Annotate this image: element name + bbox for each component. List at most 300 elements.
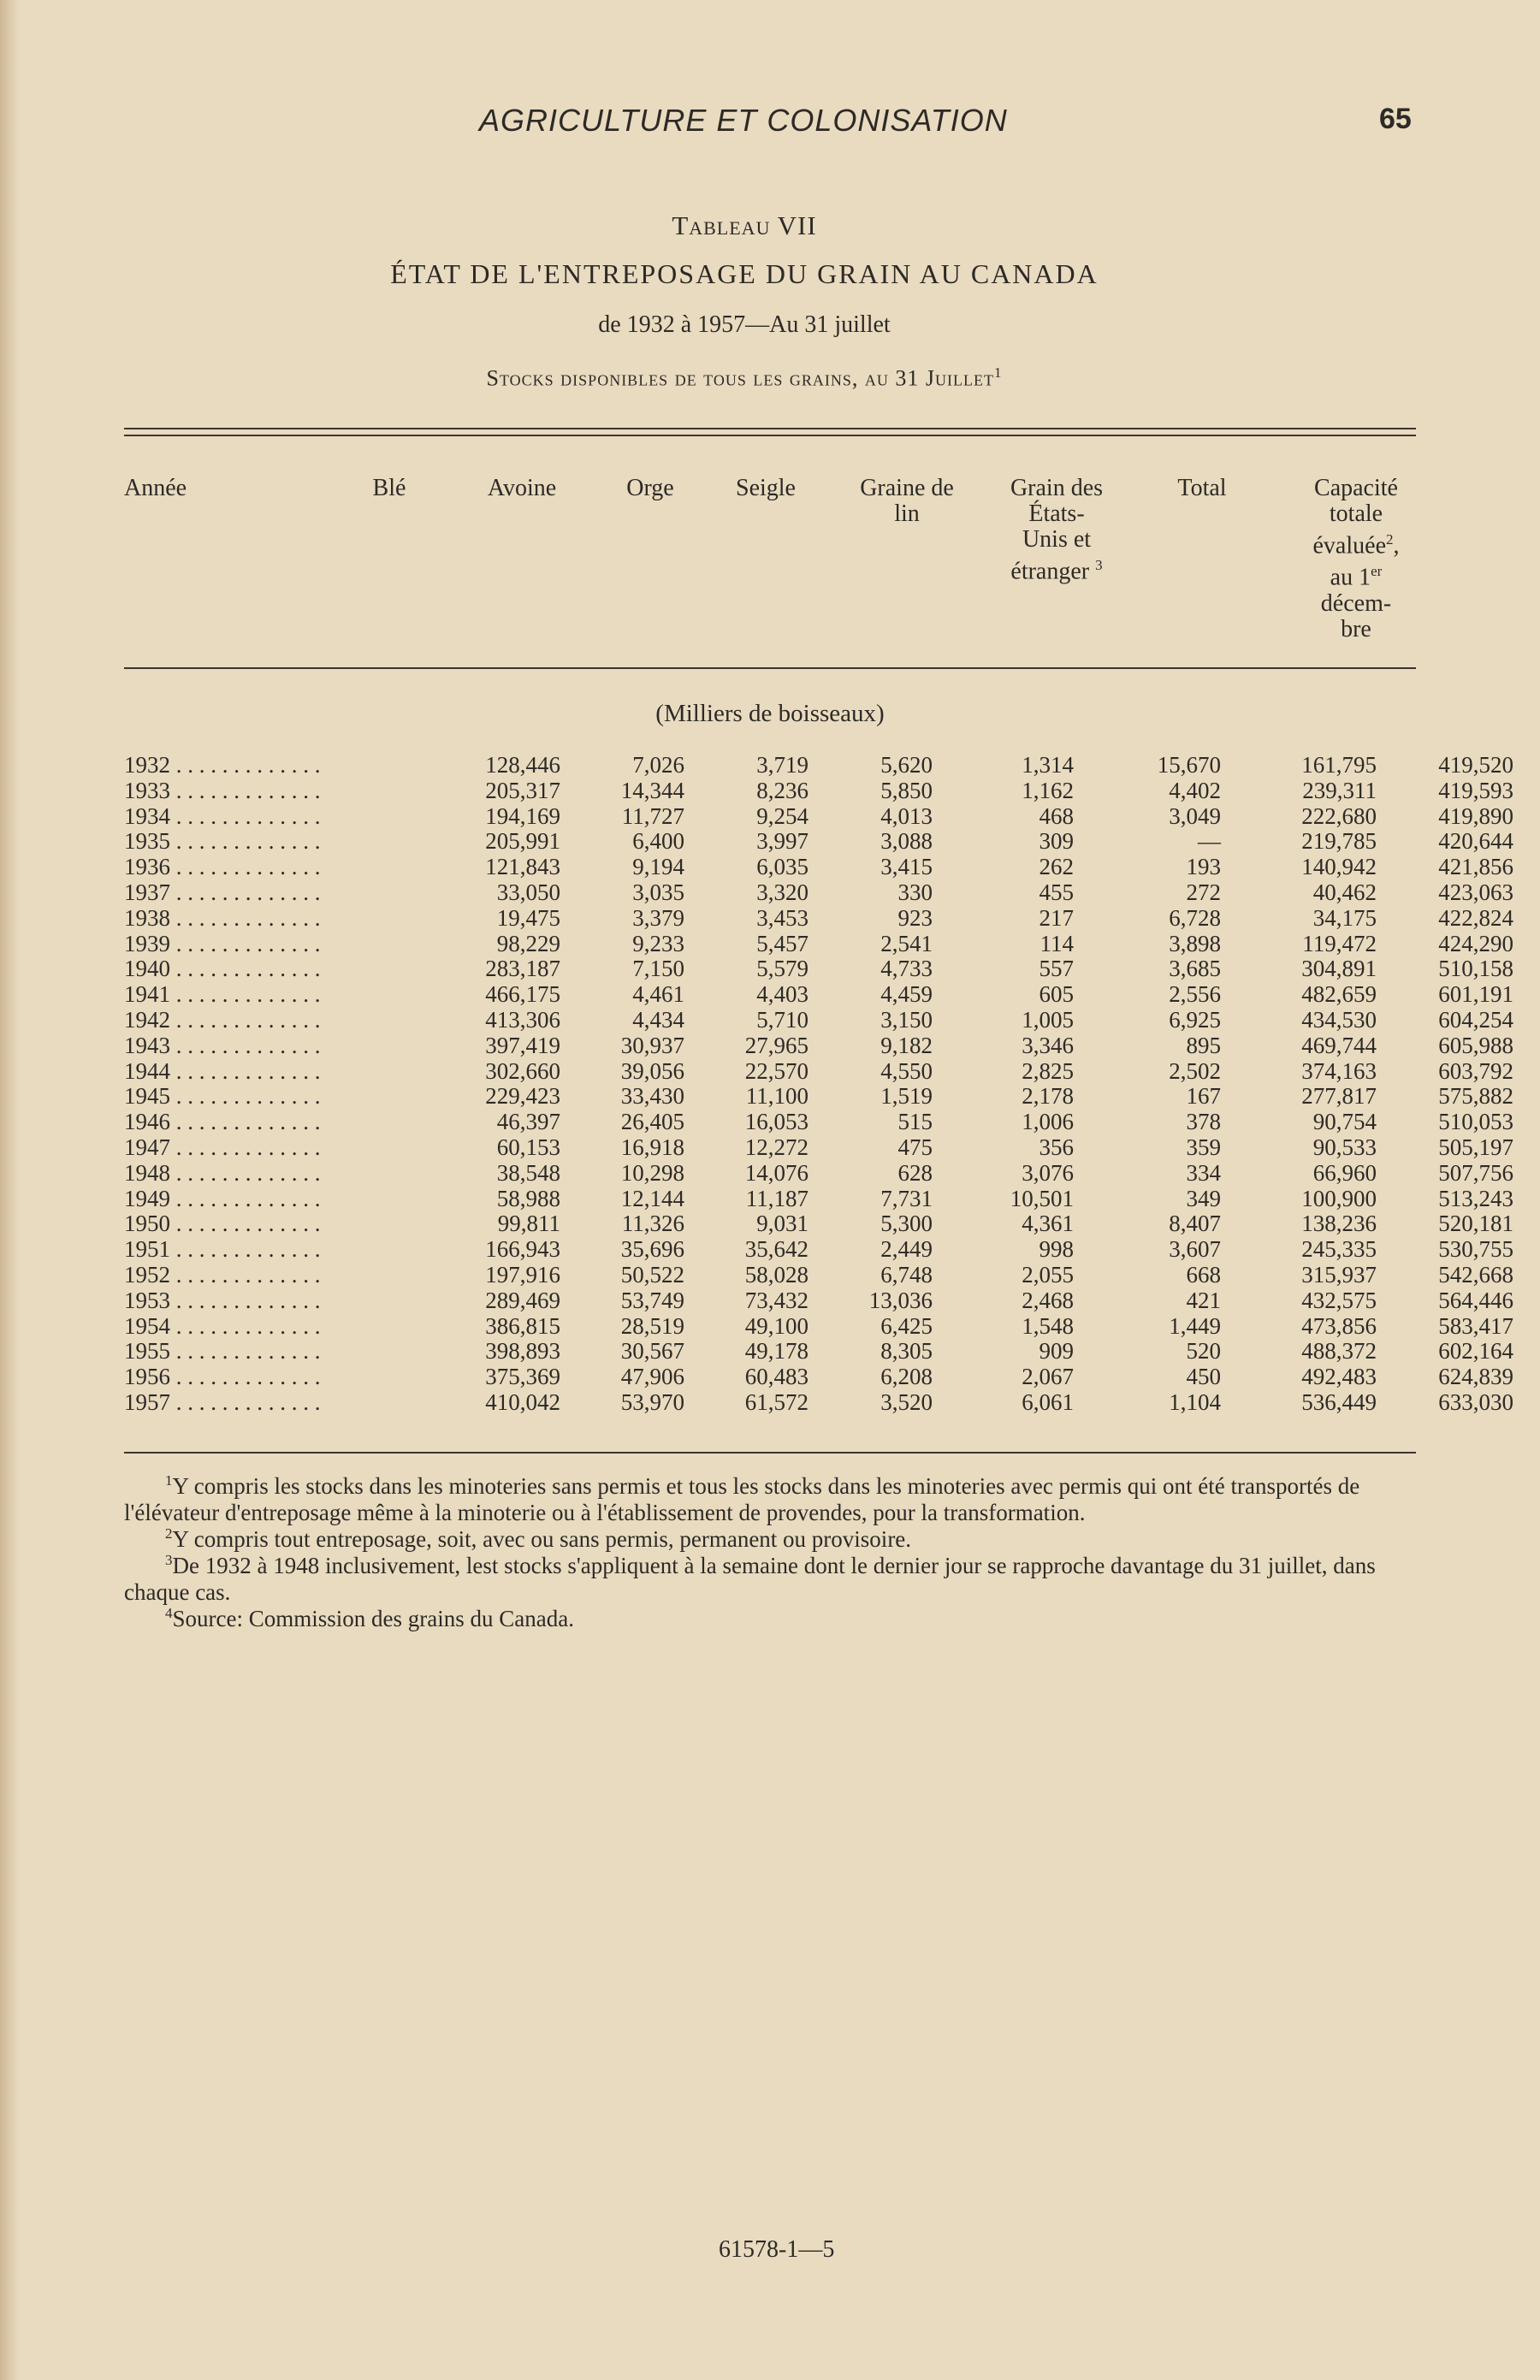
total-cell: 469,744 bbox=[1301, 1032, 1377, 1058]
table-row bbox=[124, 828, 1513, 855]
col-header-etranger-line3: Unis et bbox=[1022, 526, 1092, 553]
total-cell: 245,335 bbox=[1301, 1236, 1377, 1263]
orge-cell: 4,403 bbox=[756, 981, 808, 1008]
ble-cell: 397,419 bbox=[485, 1032, 560, 1058]
footnote-4-text: Source: Commission des grains du Canada. bbox=[172, 1606, 574, 1631]
col-header-capacite-line4-text: au 1 bbox=[1330, 564, 1371, 591]
etranger-cell: 193 bbox=[1186, 854, 1221, 880]
orge-cell: 60,483 bbox=[744, 1364, 808, 1390]
ble-cell: 229,423 bbox=[485, 1083, 560, 1110]
etranger-cell: 3,607 bbox=[1169, 1236, 1221, 1263]
seigle-cell: 4,550 bbox=[880, 1057, 933, 1084]
footnote-4-mark: 4 bbox=[165, 1605, 173, 1621]
capacite-cell: 510,158 bbox=[1438, 956, 1513, 982]
lin-cell: 1,314 bbox=[1022, 752, 1074, 778]
etranger-cell: 421 bbox=[1186, 1287, 1221, 1313]
capacite-cell: 421,856 bbox=[1438, 854, 1513, 880]
etranger-cell: 167 bbox=[1186, 1083, 1221, 1110]
table-row bbox=[124, 1083, 1513, 1110]
total-cell: 161,795 bbox=[1301, 752, 1377, 778]
year-cell: 1951 . . . bbox=[124, 1237, 321, 1263]
year-cell: 1950 . . . bbox=[124, 1211, 321, 1237]
year-cell: 1940 . . . bbox=[124, 956, 321, 982]
col-header-total: Total bbox=[1177, 475, 1227, 501]
seigle-cell: 515 bbox=[897, 1109, 933, 1135]
seigle-cell: 6,748 bbox=[880, 1261, 933, 1288]
col-header-lin-line2: lin bbox=[894, 500, 920, 527]
etranger-cell: 4,402 bbox=[1169, 777, 1221, 803]
col-header-capacite-mark: 2 bbox=[1386, 531, 1394, 548]
table-row bbox=[124, 1159, 1513, 1187]
capacite-cell: 507,756 bbox=[1438, 1159, 1513, 1186]
etranger-cell: — bbox=[1198, 828, 1221, 855]
avoine-cell: 9,194 bbox=[632, 854, 684, 880]
total-cell: 374,163 bbox=[1301, 1057, 1377, 1084]
avoine-cell: 3,379 bbox=[632, 904, 684, 931]
seigle-cell: 2,449 bbox=[880, 1236, 933, 1263]
capacite-cell: 419,593 bbox=[1438, 777, 1513, 803]
avoine-cell: 9,233 bbox=[632, 930, 684, 956]
ble-cell: 194,169 bbox=[485, 802, 560, 829]
orge-cell: 11,100 bbox=[745, 1083, 808, 1110]
seigle-cell: 9,182 bbox=[880, 1032, 933, 1058]
ble-cell: 466,175 bbox=[485, 981, 560, 1008]
lin-cell: 114 bbox=[1040, 930, 1074, 956]
orge-cell: 8,236 bbox=[756, 777, 808, 803]
capacite-cell: 520,181 bbox=[1438, 1211, 1513, 1237]
avoine-cell: 50,522 bbox=[620, 1261, 684, 1288]
total-cell: 492,483 bbox=[1301, 1364, 1377, 1390]
seigle-cell: 628 bbox=[897, 1159, 933, 1186]
total-cell: 119,472 bbox=[1302, 930, 1377, 956]
col-header-capacite-line6: bre bbox=[1341, 615, 1371, 642]
capacite-cell: 602,164 bbox=[1438, 1338, 1513, 1365]
ble-cell: 205,317 bbox=[485, 777, 560, 803]
col-header-capacite-line4-sup: er bbox=[1371, 563, 1383, 580]
etranger-cell: 2,502 bbox=[1169, 1057, 1221, 1084]
ble-cell: 19,475 bbox=[496, 904, 560, 931]
lin-cell: 468 bbox=[1039, 802, 1074, 829]
year-cell: 1957 . . . bbox=[124, 1390, 321, 1416]
avoine-cell: 10,298 bbox=[620, 1159, 684, 1186]
col-header-capacite-line2: totale bbox=[1329, 500, 1383, 527]
ble-cell: 398,893 bbox=[485, 1338, 560, 1365]
avoine-cell: 28,519 bbox=[620, 1312, 684, 1339]
table-row bbox=[124, 777, 1513, 804]
seigle-cell: 4,733 bbox=[880, 956, 933, 982]
seigle-cell: 3,520 bbox=[880, 1388, 933, 1415]
orge-cell: 9,031 bbox=[756, 1211, 808, 1237]
orge-cell: 3,997 bbox=[756, 828, 808, 855]
avoine-cell: 30,567 bbox=[620, 1338, 684, 1365]
year-cell: 1932 . . . bbox=[124, 753, 321, 779]
table-row bbox=[124, 956, 1513, 982]
table-row bbox=[124, 802, 1513, 830]
footnote-3-mark: 3 bbox=[165, 1552, 173, 1568]
total-cell: 219,785 bbox=[1301, 828, 1377, 855]
year-cell: 1941 . . . bbox=[124, 982, 321, 1008]
total-cell: 434,530 bbox=[1301, 1006, 1377, 1033]
lin-cell: 557 bbox=[1039, 956, 1074, 982]
table-unit-label: (Milliers de boisseaux) bbox=[655, 700, 885, 727]
avoine-cell: 12,144 bbox=[620, 1185, 684, 1211]
col-header-capacite-line1: Capacité bbox=[1314, 475, 1398, 501]
table-row bbox=[124, 1211, 1513, 1237]
capacite-cell: 510,053 bbox=[1438, 1109, 1513, 1135]
capacite-cell: 624,839 bbox=[1438, 1364, 1513, 1390]
table-row bbox=[124, 1006, 1513, 1033]
year-cell: 1952 . . . bbox=[124, 1263, 321, 1288]
total-cell: 488,372 bbox=[1301, 1338, 1377, 1365]
capacite-cell: 419,890 bbox=[1438, 802, 1513, 829]
ble-cell: 413,306 bbox=[485, 1006, 560, 1033]
seigle-cell: 330 bbox=[897, 879, 933, 905]
total-cell: 473,856 bbox=[1301, 1312, 1377, 1339]
orge-cell: 5,579 bbox=[756, 956, 808, 982]
etranger-cell: 668 bbox=[1186, 1261, 1221, 1288]
orge-cell: 5,457 bbox=[756, 930, 808, 956]
capacite-cell: 423,063 bbox=[1438, 879, 1513, 905]
col-header-capacite-line3-text: évaluée bbox=[1312, 532, 1386, 559]
year-cell: 1955 . . . bbox=[124, 1339, 321, 1365]
col-header-etranger bbox=[984, 476, 1129, 584]
seigle-cell: 13,036 bbox=[868, 1287, 933, 1313]
footnote-2-mark: 2 bbox=[165, 1525, 173, 1542]
table-row bbox=[124, 854, 1513, 880]
avoine-cell: 6,400 bbox=[632, 828, 684, 855]
seigle-cell: 3,415 bbox=[880, 854, 933, 880]
col-header-capacite-line3 bbox=[1283, 527, 1429, 559]
lin-cell: 2,468 bbox=[1022, 1287, 1074, 1313]
table-bottom-rule bbox=[124, 1452, 1416, 1453]
year-cell: 1946 . . . bbox=[124, 1110, 321, 1135]
ble-cell: 60,153 bbox=[496, 1134, 560, 1160]
lin-cell: 1,162 bbox=[1022, 777, 1074, 803]
total-cell: 277,817 bbox=[1301, 1083, 1377, 1110]
table-row bbox=[124, 1057, 1513, 1085]
col-header-etranger-line2: États- bbox=[1028, 500, 1085, 527]
lin-cell: 2,055 bbox=[1022, 1261, 1074, 1288]
table-row bbox=[124, 981, 1513, 1008]
table-row bbox=[124, 752, 1513, 779]
capacite-cell: 603,792 bbox=[1438, 1057, 1513, 1084]
table-subtitle: de 1932 à 1957—Au 31 juillet bbox=[598, 311, 891, 338]
ble-cell: 99,811 bbox=[497, 1211, 560, 1237]
orge-cell: 5,710 bbox=[756, 1006, 808, 1033]
total-cell: 140,942 bbox=[1301, 854, 1377, 880]
table-row bbox=[124, 1261, 1513, 1288]
year-cell: 1953 . . . bbox=[124, 1288, 321, 1314]
total-cell: 222,680 bbox=[1301, 802, 1377, 829]
page-number: 65 bbox=[1379, 103, 1412, 135]
col-header-lin-line1: Graine de bbox=[860, 475, 954, 501]
table-row bbox=[124, 904, 1513, 932]
orge-cell: 16,053 bbox=[744, 1109, 808, 1135]
col-header-avoine: Avoine bbox=[487, 475, 557, 501]
orge-cell: 12,272 bbox=[744, 1134, 808, 1160]
avoine-cell: 11,727 bbox=[621, 802, 684, 829]
capacite-cell: 420,644 bbox=[1438, 828, 1513, 855]
ble-cell: 128,446 bbox=[485, 752, 560, 778]
col-header-seigle: Seigle bbox=[736, 475, 796, 501]
avoine-cell: 30,937 bbox=[620, 1032, 684, 1058]
year-cell: 1948 . . . bbox=[124, 1161, 321, 1187]
header-bottom-rule bbox=[124, 667, 1416, 669]
orge-cell: 22,570 bbox=[744, 1057, 808, 1084]
avoine-cell: 7,026 bbox=[632, 752, 684, 778]
seigle-cell: 3,150 bbox=[880, 1006, 933, 1033]
orge-cell: 3,719 bbox=[756, 752, 808, 778]
lin-cell: 3,346 bbox=[1022, 1032, 1074, 1058]
capacite-cell: 583,417 bbox=[1438, 1312, 1513, 1339]
lin-cell: 10,501 bbox=[1010, 1185, 1074, 1211]
capacite-cell: 530,755 bbox=[1438, 1236, 1513, 1263]
col-header-capacite-comma: , bbox=[1393, 532, 1400, 559]
lin-cell: 1,548 bbox=[1022, 1312, 1074, 1339]
lin-cell: 262 bbox=[1039, 854, 1074, 880]
year-cell: 1938 . . . bbox=[124, 906, 321, 932]
etranger-cell: 6,925 bbox=[1169, 1006, 1221, 1033]
col-header-capacite bbox=[1283, 476, 1429, 642]
seigle-cell: 6,425 bbox=[880, 1312, 933, 1339]
seigle-cell: 5,850 bbox=[880, 777, 933, 803]
etranger-cell: 6,728 bbox=[1169, 904, 1221, 931]
seigle-cell: 1,519 bbox=[880, 1083, 933, 1110]
year-cell: 1936 . . . bbox=[124, 855, 321, 880]
etranger-cell: 450 bbox=[1186, 1364, 1221, 1390]
avoine-cell: 14,344 bbox=[620, 777, 684, 803]
year-cell: 1944 . . . bbox=[124, 1059, 321, 1085]
orge-cell: 61,572 bbox=[744, 1388, 808, 1415]
ble-cell: 375,369 bbox=[485, 1364, 560, 1390]
lin-cell: 909 bbox=[1039, 1338, 1074, 1365]
col-header-orge: Orge bbox=[626, 475, 674, 501]
table-row bbox=[124, 930, 1513, 957]
lin-cell: 2,178 bbox=[1022, 1083, 1074, 1110]
table-row bbox=[124, 1287, 1513, 1314]
ble-cell: 205,991 bbox=[485, 828, 560, 855]
footnote-1-text: Y compris les stocks dans les minoteries sans permis et tous les stocks dans les minoteries avec permis qui ont été transportés de l'élévateur d'entreposage même à la minoterie ou à l'établissement de provendes, pour la transformation. bbox=[124, 1473, 1360, 1525]
col-header-etranger-line4 bbox=[984, 553, 1129, 584]
seigle-cell: 475 bbox=[897, 1134, 933, 1160]
avoine-cell: 53,749 bbox=[620, 1287, 684, 1313]
table-title: ÉTAT DE L'ENTREPOSAGE DU GRAIN AU CANADA bbox=[390, 258, 1099, 289]
ble-cell: 386,815 bbox=[485, 1312, 560, 1339]
capacite-cell: 605,988 bbox=[1438, 1032, 1513, 1058]
total-cell: 138,236 bbox=[1301, 1211, 1377, 1237]
table-row bbox=[124, 1364, 1513, 1390]
capacite-cell: 419,520 bbox=[1438, 752, 1513, 778]
total-cell: 536,449 bbox=[1301, 1388, 1377, 1415]
year-cell: 1949 . . . bbox=[124, 1187, 321, 1212]
etranger-cell: 272 bbox=[1186, 879, 1221, 905]
footnote-1-mark: 1 bbox=[165, 1472, 173, 1489]
col-header-etranger-line1: Grain des bbox=[1010, 475, 1104, 501]
orge-cell: 3,320 bbox=[756, 879, 808, 905]
footnote-1 bbox=[124, 1473, 1433, 1526]
table-row bbox=[124, 879, 1513, 906]
page-binding-edge bbox=[0, 0, 19, 2380]
avoine-cell: 11,326 bbox=[621, 1211, 684, 1237]
lin-cell: 309 bbox=[1039, 828, 1074, 855]
lin-cell: 1,006 bbox=[1022, 1109, 1074, 1135]
capacite-cell: 542,668 bbox=[1438, 1261, 1513, 1288]
etranger-cell: 349 bbox=[1186, 1185, 1221, 1211]
col-header-ble: Blé bbox=[372, 475, 406, 501]
total-cell: 90,533 bbox=[1312, 1134, 1377, 1160]
seigle-cell: 5,620 bbox=[880, 752, 933, 778]
capacite-cell: 601,191 bbox=[1438, 981, 1513, 1008]
year-cell: 1945 . . . bbox=[124, 1084, 321, 1110]
orge-cell: 6,035 bbox=[756, 854, 808, 880]
capacite-cell: 422,824 bbox=[1438, 904, 1513, 931]
seigle-cell: 7,731 bbox=[880, 1185, 933, 1211]
lin-cell: 998 bbox=[1039, 1236, 1074, 1263]
print-code: 61578-1—5 bbox=[719, 2236, 835, 2263]
ble-cell: 283,187 bbox=[485, 956, 560, 982]
total-cell: 315,937 bbox=[1301, 1261, 1377, 1288]
etranger-cell: 3,049 bbox=[1169, 802, 1221, 829]
avoine-cell: 39,056 bbox=[620, 1057, 684, 1084]
footnote-2 bbox=[124, 1526, 1433, 1553]
avoine-cell: 47,906 bbox=[620, 1364, 684, 1390]
ble-cell: 121,843 bbox=[485, 854, 560, 880]
year-cell: 1956 . . . bbox=[124, 1365, 321, 1390]
table-row bbox=[124, 1236, 1513, 1263]
etranger-cell: 1,449 bbox=[1169, 1312, 1221, 1339]
lin-cell: 1,005 bbox=[1022, 1006, 1074, 1033]
capacite-cell: 564,446 bbox=[1438, 1287, 1513, 1313]
orge-cell: 73,432 bbox=[744, 1287, 808, 1313]
ble-cell: 197,916 bbox=[485, 1261, 560, 1288]
avoine-cell: 16,918 bbox=[620, 1134, 684, 1160]
seigle-cell: 6,208 bbox=[880, 1364, 933, 1390]
total-cell: 432,575 bbox=[1301, 1287, 1377, 1313]
total-cell: 239,311 bbox=[1302, 777, 1377, 803]
seigle-cell: 923 bbox=[897, 904, 933, 931]
table-row bbox=[124, 1185, 1513, 1212]
table-top-rule-double bbox=[124, 435, 1416, 436]
ble-cell: 98,229 bbox=[496, 930, 560, 956]
etranger-cell: 3,898 bbox=[1169, 930, 1221, 956]
avoine-cell: 53,970 bbox=[620, 1388, 684, 1415]
total-cell: 100,900 bbox=[1301, 1185, 1377, 1211]
orge-cell: 3,453 bbox=[756, 904, 808, 931]
total-cell: 40,462 bbox=[1312, 879, 1377, 905]
avoine-cell: 7,150 bbox=[632, 956, 684, 982]
avoine-cell: 35,696 bbox=[620, 1236, 684, 1263]
orge-cell: 9,254 bbox=[756, 802, 808, 829]
table-caption bbox=[257, 364, 1232, 392]
table-label: Tableau VII bbox=[672, 210, 817, 240]
year-cell: 1933 . . . bbox=[124, 779, 321, 804]
avoine-cell: 26,405 bbox=[620, 1109, 684, 1135]
col-header-lin bbox=[834, 476, 980, 527]
running-title: AGRICULTURE ET COLONISATION bbox=[479, 103, 1008, 138]
lin-cell: 6,061 bbox=[1022, 1388, 1074, 1415]
footnote-3 bbox=[124, 1553, 1433, 1606]
table-row bbox=[124, 1388, 1513, 1416]
avoine-cell: 4,434 bbox=[632, 1006, 684, 1033]
avoine-cell: 3,035 bbox=[632, 879, 684, 905]
footnote-2-text: Y compris tout entreposage, soit, avec ou sans permis, permanent ou provisoire. bbox=[172, 1526, 912, 1552]
seigle-cell: 3,088 bbox=[880, 828, 933, 855]
etranger-cell: 8,407 bbox=[1169, 1211, 1221, 1237]
avoine-cell: 33,430 bbox=[620, 1083, 684, 1110]
col-header-etranger-mark: 3 bbox=[1095, 557, 1103, 573]
capacite-cell: 505,197 bbox=[1438, 1134, 1513, 1160]
ble-cell: 410,042 bbox=[485, 1388, 560, 1415]
seigle-cell: 5,300 bbox=[880, 1211, 933, 1237]
total-cell: 90,754 bbox=[1312, 1109, 1377, 1135]
total-cell: 66,960 bbox=[1312, 1159, 1377, 1186]
ble-cell: 33,050 bbox=[496, 879, 560, 905]
table-body bbox=[124, 752, 1513, 1416]
footnote-3-text: De 1932 à 1948 inclusivement, lest stocks s'appliquent à la semaine dont le dernier jour se rapproche davantage du 31 juillet, dans chaque cas. bbox=[124, 1553, 1376, 1605]
col-header-etranger-line4-text: étranger bbox=[1010, 558, 1090, 585]
etranger-cell: 15,670 bbox=[1157, 752, 1221, 778]
etranger-cell: 359 bbox=[1186, 1134, 1221, 1160]
orge-cell: 35,642 bbox=[744, 1236, 808, 1263]
total-cell: 34,175 bbox=[1312, 904, 1377, 931]
col-header-year: Année bbox=[124, 475, 187, 501]
year-cell: 1935 . . . bbox=[124, 829, 321, 855]
capacite-cell: 604,254 bbox=[1438, 1006, 1513, 1033]
year-cell: 1942 . . . bbox=[124, 1008, 321, 1033]
etranger-cell: 895 bbox=[1186, 1032, 1221, 1058]
seigle-cell: 4,459 bbox=[880, 981, 933, 1008]
lin-cell: 2,067 bbox=[1022, 1364, 1074, 1390]
avoine-cell: 4,461 bbox=[632, 981, 684, 1008]
capacite-cell: 633,030 bbox=[1438, 1388, 1513, 1415]
capacite-cell: 424,290 bbox=[1438, 930, 1513, 956]
year-cell: 1937 . . . bbox=[124, 880, 321, 906]
lin-cell: 356 bbox=[1039, 1134, 1074, 1160]
lin-cell: 3,076 bbox=[1022, 1159, 1074, 1186]
table-row bbox=[124, 1338, 1513, 1365]
ble-cell: 58,988 bbox=[496, 1185, 560, 1211]
total-cell: 482,659 bbox=[1301, 981, 1377, 1008]
ble-cell: 46,397 bbox=[496, 1109, 560, 1135]
etranger-cell: 1,104 bbox=[1169, 1388, 1221, 1415]
orge-cell: 14,076 bbox=[744, 1159, 808, 1186]
seigle-cell: 2,541 bbox=[880, 930, 933, 956]
etranger-cell: 2,556 bbox=[1169, 981, 1221, 1008]
ble-cell: 166,943 bbox=[485, 1236, 560, 1263]
year-cell: 1934 . . . bbox=[124, 804, 321, 830]
col-header-capacite-line4 bbox=[1283, 559, 1429, 590]
orge-cell: 49,100 bbox=[744, 1312, 808, 1339]
footnote-4 bbox=[124, 1606, 1433, 1632]
table-row bbox=[124, 1134, 1513, 1161]
year-cell: 1943 . . . bbox=[124, 1033, 321, 1059]
table-row bbox=[124, 1032, 1513, 1059]
capacite-cell: 575,882 bbox=[1438, 1083, 1513, 1110]
orge-cell: 58,028 bbox=[744, 1261, 808, 1288]
ble-cell: 38,548 bbox=[496, 1159, 560, 1186]
table-row bbox=[124, 1312, 1513, 1340]
table-caption-mark: 1 bbox=[993, 364, 1003, 381]
year-cell: 1954 . . . bbox=[124, 1314, 321, 1340]
lin-cell: 455 bbox=[1039, 879, 1074, 905]
seigle-cell: 8,305 bbox=[880, 1338, 933, 1365]
footnotes bbox=[124, 1473, 1433, 1632]
orge-cell: 11,187 bbox=[745, 1185, 808, 1211]
ble-cell: 302,660 bbox=[485, 1057, 560, 1084]
year-cell: 1939 . . . bbox=[124, 932, 321, 957]
lin-cell: 4,361 bbox=[1022, 1211, 1074, 1237]
seigle-cell: 4,013 bbox=[880, 802, 933, 829]
